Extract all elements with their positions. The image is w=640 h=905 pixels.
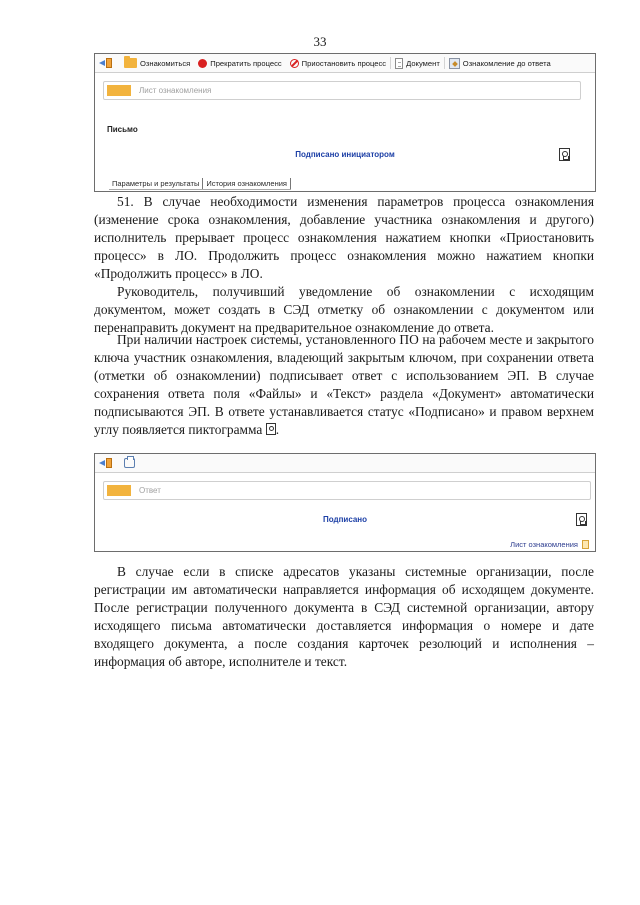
ack-before-answer-button[interactable] (445, 54, 555, 72)
answer-field[interactable] (103, 481, 591, 500)
field-label: Ответ (139, 486, 161, 495)
answer-window (94, 453, 596, 552)
stop-icon (198, 59, 207, 68)
paragraph (94, 331, 594, 439)
document-label: Документ (406, 58, 440, 68)
toolbar (95, 54, 595, 73)
text-block-2 (94, 331, 594, 439)
tab-parameters[interactable]: Параметры и результаты (109, 178, 203, 189)
stop-process-label: Прекратить процесс (210, 58, 282, 68)
paragraph-text: При наличии настроек системы, установленного ПО на рабочем месте и закрытого ключа участник ознакомления, владеющий закрытым ключом, при сохранении ответа (отметки об ознакомлении) подписывает ответ с использованием ЭП. В случае сохранения ответа поля «Файлы» и «Текст» раздела «Документ» автоматически подписываются ЭП. В ответе устанавливается статус «Подписано» и правом верхнем углу появляется пиктограмма (94, 332, 594, 437)
suspend-process-button[interactable] (286, 54, 390, 72)
list-link-label: Лист ознакомления (510, 540, 578, 549)
signature-icon (266, 423, 276, 435)
acknowledge-label: Ознакомиться (140, 58, 191, 68)
document-button[interactable] (391, 54, 444, 72)
toolbar (95, 454, 595, 473)
field-label: Лист ознакомления (139, 86, 212, 95)
print-button[interactable] (120, 454, 142, 472)
folder-icon (124, 58, 137, 68)
digital-signature-icon[interactable] (576, 513, 587, 526)
field-marker (107, 85, 131, 96)
back-button[interactable] (95, 454, 120, 472)
paper-icon (582, 540, 589, 549)
printer-icon (124, 458, 135, 468)
tab-history[interactable]: История ознакомления (203, 178, 291, 189)
back-arrow-icon (99, 458, 113, 469)
text-block-1 (94, 193, 594, 337)
paragraph: Руководитель, получивший уведомление об ознакомлении с исходящим документом, может создать в СЭД отметку об ознакомлении с документом или перенаправить документ на предварительное ознакомление до ответа. (94, 284, 594, 335)
text-block-3 (94, 563, 594, 671)
document-icon (395, 58, 403, 69)
field-marker (107, 485, 131, 496)
back-arrow-icon (99, 58, 113, 69)
back-button[interactable] (95, 54, 120, 72)
acknowledge-button[interactable] (120, 54, 194, 72)
document-type: Письмо (107, 125, 138, 134)
status-text: Подписано инициатором (295, 150, 395, 159)
digital-signature-icon[interactable] (559, 148, 570, 161)
ban-icon (290, 59, 299, 68)
status-text: Подписано (322, 515, 368, 524)
paragraph: 51. В случае необходимости изменения параметров процесса ознакомления (изменение срока ознакомления, добавление участника ознакомления и другого) исполнитель прерывает процесс ознакомления нажатием кнопки «Приостановить процесс» в ЛО. Продолжить процесс ознакомления можно нажатием кнопки «Продолжить процесс» в ЛО. (94, 194, 594, 281)
page-number: 33 (313, 34, 327, 49)
stop-process-button[interactable] (194, 54, 285, 72)
acknowledgment-sheet-field[interactable] (103, 81, 581, 100)
signature-icon (449, 58, 460, 69)
ack-before-answer-label: Ознакомление до ответа (462, 58, 551, 68)
acknowledgment-window (94, 53, 596, 192)
suspend-process-label: Приостановить процесс (301, 58, 387, 68)
paragraph-end: . (275, 422, 280, 437)
paragraph: В случае если в списке адресатов указаны системные организации, после регистрации им автоматически направляется информация об исходящем документе. После регистрации полученного документа в СЭД системной организации, автору исходящего письма автоматически доставляется информация о номере и дате входящего документа, а после создания карточек резолюций и исполнения – информация об авторе, исполнителе и текст. (94, 564, 594, 669)
tab-bar (109, 178, 291, 190)
acknowledgment-sheet-link[interactable] (510, 540, 589, 549)
